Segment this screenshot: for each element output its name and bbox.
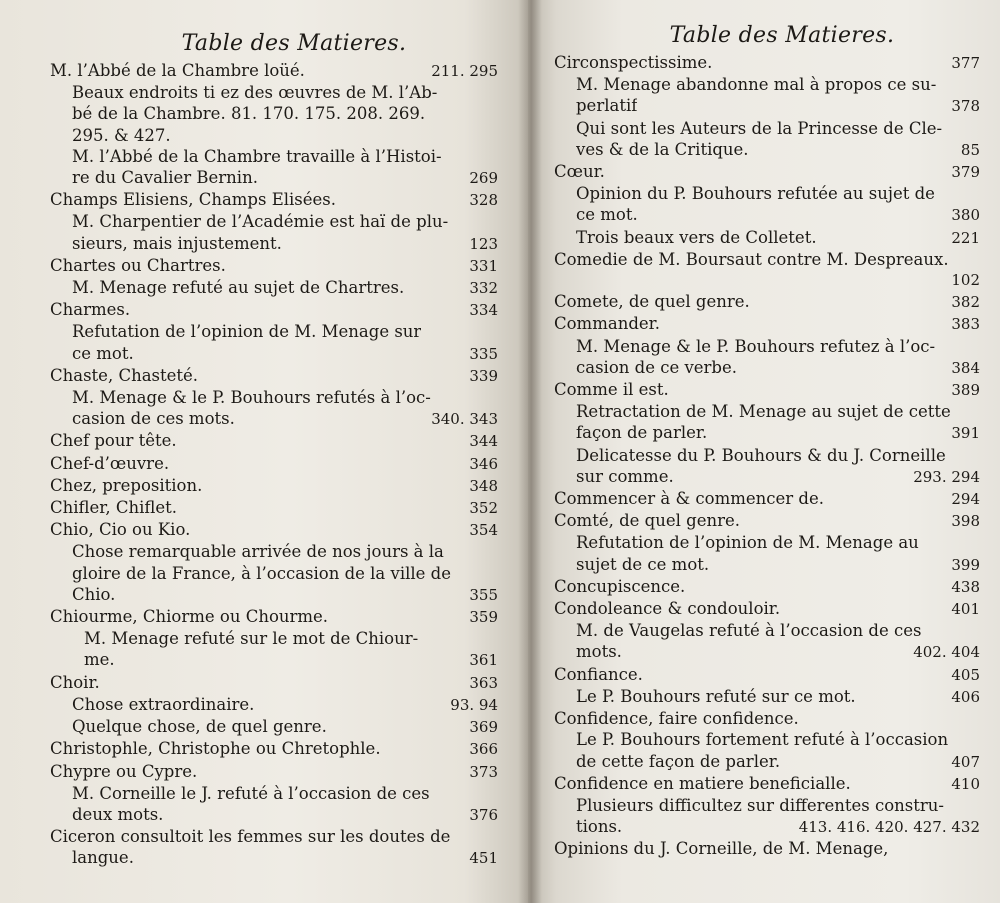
index-line	[554, 554, 980, 576]
index-line-text: Condoleance & condouloir.	[554, 599, 781, 619]
index-line	[554, 52, 980, 74]
index-line-text: Commander.	[554, 314, 660, 334]
index-line-text: M. l’Abbé de la Chambre travaille à l’Histoi-	[72, 146, 442, 166]
page-reference: 344	[469, 432, 498, 451]
index-line	[50, 167, 498, 189]
index-line	[554, 204, 980, 226]
index-line	[50, 606, 498, 628]
page-reference: 340. 343	[431, 410, 498, 429]
index-line	[50, 563, 498, 584]
index-line-text: Chez, preposition.	[50, 475, 203, 495]
page-reference: 221	[951, 228, 980, 247]
index-line	[50, 738, 498, 760]
page-reference: 366	[469, 740, 498, 759]
index-line-text: M. Menage & le P. Bouhours refutez à l’oc-	[576, 336, 936, 356]
index-line-text: perlatif	[576, 96, 638, 116]
index-line	[50, 628, 498, 649]
index-line	[554, 641, 980, 663]
index-line	[50, 672, 498, 694]
index-line-text: sujet de ce mot.	[576, 554, 710, 574]
index-line-text: Delicatesse du P. Bouhours & du J. Corneille	[576, 445, 946, 465]
index-line	[50, 255, 498, 277]
index-line	[554, 488, 980, 510]
index-line	[554, 510, 980, 532]
index-line	[50, 430, 498, 452]
index-line	[554, 379, 980, 401]
index-line-text: Comedie de M. Boursaut contre M. Despreaux.	[554, 249, 949, 269]
index-line-text: Charmes.	[50, 300, 131, 320]
index-line	[554, 291, 980, 313]
page-reference: 346	[469, 454, 498, 473]
page-reference: 391	[951, 424, 980, 443]
index-line-text: Chose extraordinaire.	[72, 694, 255, 714]
page-reference: 438	[951, 577, 980, 596]
index-line	[554, 74, 980, 95]
index-line-text: re du Cavalier Bernin.	[72, 168, 258, 188]
index-line	[554, 270, 980, 291]
index-line	[50, 146, 498, 167]
index-line	[50, 233, 498, 255]
index-line	[554, 598, 980, 620]
index-line	[554, 576, 980, 598]
index-line	[554, 139, 980, 161]
index-line	[50, 321, 498, 342]
page-reference: 361	[469, 651, 498, 670]
page-reference: 335	[469, 344, 498, 363]
page-reference: 85	[960, 140, 980, 159]
page-reference: 377	[951, 54, 980, 72]
page-reference: 376	[469, 805, 498, 824]
index-line	[50, 716, 498, 738]
page-reference: 294	[951, 490, 980, 509]
page-reference: 402. 404	[913, 643, 980, 662]
index-line	[554, 532, 980, 553]
index-line-text: casion de ces mots.	[72, 409, 235, 429]
index-line	[50, 408, 498, 430]
index-line-text: Choir.	[50, 672, 100, 692]
page-reference: 399	[951, 555, 980, 574]
index-line	[554, 357, 980, 379]
page-reference: 293. 294	[913, 467, 980, 486]
index-line-text: Le P. Bouhours refuté sur ce mot.	[576, 686, 856, 706]
index-line	[50, 826, 498, 847]
index-line-text: M. l’Abbé de la Chambre loüé.	[50, 61, 305, 80]
page-reference: 359	[469, 608, 498, 627]
index-line-text: Chose remarquable arrivée de nos jours à la	[72, 542, 444, 562]
index-line	[554, 336, 980, 357]
page-reference: 451	[469, 849, 498, 868]
page-reference: 369	[469, 718, 498, 737]
index-line-text: gloire de la France, à l’occasion de la ville de	[72, 563, 452, 583]
page-reference: 401	[951, 600, 980, 619]
index-line	[554, 466, 980, 488]
index-line-text: Quelque chose, de quel genre.	[72, 717, 327, 737]
index-line	[50, 299, 498, 321]
index-line	[50, 847, 498, 869]
index-line-text: Champs Elisiens, Champs Elisées.	[50, 190, 337, 210]
index-line-text: ce mot.	[72, 343, 134, 363]
index-line	[554, 729, 980, 750]
index-line	[50, 649, 498, 671]
page-reference: 373	[469, 762, 498, 781]
index-line	[50, 211, 498, 232]
index-line-text: Comete, de quel genre.	[554, 292, 750, 312]
index-line	[554, 313, 980, 335]
index-line-text: Comté, de quel genre.	[554, 511, 740, 531]
index-line	[554, 249, 980, 270]
index-entries	[554, 52, 980, 860]
index-line-text: sur comme.	[576, 466, 674, 486]
index-line-text: Cœur.	[554, 162, 605, 182]
index-line-text: Retractation de M. Menage au sujet de cette	[576, 402, 951, 422]
index-line-text: Confiance.	[554, 664, 643, 684]
index-line-text: Chef pour tête.	[50, 431, 177, 451]
index-line-text: Confidence en matiere beneficialle.	[554, 773, 851, 793]
index-line-text: M. Menage refuté sur le mot de Chiour-	[84, 629, 419, 649]
page-reference: 211. 295	[431, 62, 498, 80]
index-line-text: Chypre ou Cypre.	[50, 761, 198, 781]
index-line	[554, 620, 980, 641]
index-line	[50, 475, 498, 497]
page-reference: 354	[469, 521, 498, 540]
index-line-text: bé de la Chambre. 81. 170. 175. 208. 269.	[72, 104, 426, 124]
index-line	[554, 161, 980, 183]
index-line	[50, 103, 498, 124]
index-line-text: Chifler, Chiflet.	[50, 498, 178, 518]
index-line	[50, 60, 498, 82]
page-reference: 102	[951, 271, 980, 290]
index-line-text: M. Menage abandonne mal à propos ce su-	[576, 75, 937, 95]
index-line-text: Qui sont les Auteurs de la Princesse de Cle-	[576, 118, 943, 138]
index-entries	[50, 60, 498, 870]
page-header: Table des Matieres.	[669, 23, 895, 48]
index-line-text: Chio, Cio ou Kio.	[50, 520, 191, 540]
index-line-text: Concupiscence.	[554, 576, 686, 596]
index-line	[554, 445, 980, 466]
index-line	[554, 795, 980, 816]
index-line-text: Confidence, faire confidence.	[554, 709, 799, 729]
index-line-text: Commencer à & commencer de.	[554, 489, 824, 509]
index-line-text: M. de Vaugelas refuté à l’occasion de ces	[576, 621, 922, 641]
index-line	[50, 541, 498, 562]
index-line	[554, 838, 980, 859]
index-line	[50, 694, 498, 716]
page-reference: 328	[469, 191, 498, 210]
page-reference: 348	[469, 476, 498, 495]
index-line-text: Chio.	[72, 584, 116, 604]
page-reference: 352	[469, 499, 498, 518]
index-line-text: façon de parler.	[576, 423, 708, 443]
index-line-text: casion de ce verbe.	[576, 357, 737, 377]
index-line-text: sieurs, mais injustement.	[72, 233, 282, 253]
page-reference: 380	[951, 206, 980, 225]
index-line-text: Ciceron consultoit les femmes sur les doutes de	[50, 827, 451, 847]
index-line	[554, 686, 980, 708]
index-line-text: de cette façon de parler.	[576, 751, 781, 771]
index-line	[554, 773, 980, 795]
index-line-text: Refutation de l’opinion de M. Menage sur	[72, 322, 422, 342]
index-line-text: Opinions du J. Corneille, de M. Menage,	[554, 839, 889, 859]
index-line-text: Comme il est.	[554, 380, 669, 400]
index-line	[554, 664, 980, 686]
page-reference: 123	[469, 234, 498, 253]
page-header: Table des Matieres.	[181, 31, 407, 56]
index-line	[50, 783, 498, 804]
index-line-text: ce mot.	[576, 205, 638, 225]
page-reference: 378	[951, 97, 980, 116]
page-reference: 331	[469, 256, 498, 275]
index-line	[554, 118, 980, 139]
index-line	[554, 227, 980, 249]
page-reference: 407	[951, 752, 980, 771]
index-line	[554, 183, 980, 204]
page-reference: 410	[951, 774, 980, 793]
index-line-text: M. Menage & le P. Bouhours refutés à l’oc-	[72, 388, 431, 408]
index-line	[50, 82, 498, 103]
page-reference: 355	[469, 585, 498, 604]
index-line	[50, 365, 498, 387]
index-line-text: me.	[84, 650, 115, 670]
index-line	[554, 751, 980, 773]
index-line	[50, 804, 498, 826]
index-line-text: Trois beaux vers de Colletet.	[576, 227, 817, 247]
page-reference: 382	[951, 293, 980, 312]
index-line	[50, 387, 498, 408]
page-reference: 379	[951, 163, 980, 182]
page-reference: 405	[951, 665, 980, 684]
page-reference: 363	[469, 673, 498, 692]
index-line-text: M. Charpentier de l’Académie est haï de plu-	[72, 212, 449, 232]
index-line-text: Plusieurs difficultez sur differentes constru-	[576, 795, 944, 815]
page-reference: 93. 94	[450, 695, 498, 714]
index-line-text: Chartes ou Chartres.	[50, 255, 226, 275]
index-line-text: M. Menage refuté au sujet de Chartres.	[72, 278, 405, 298]
index-line-text: deux mots.	[72, 804, 164, 824]
index-line-text: Beaux endroits ti ez des œuvres de M. l’Ab-	[72, 83, 438, 103]
page-reference: 332	[469, 279, 498, 298]
index-line	[554, 708, 980, 729]
index-line	[50, 761, 498, 783]
index-line	[554, 95, 980, 117]
index-line	[50, 497, 498, 519]
index-line-text: M. Corneille le J. refuté à l’occasion de ces	[72, 783, 430, 803]
index-line	[50, 343, 498, 365]
page-reference: 384	[951, 358, 980, 377]
index-line	[554, 816, 980, 838]
index-line-text: tions.	[576, 817, 623, 837]
page-reference: 269	[469, 169, 498, 188]
page-reference: 406	[951, 687, 980, 706]
index-line	[554, 401, 980, 422]
index-line	[554, 422, 980, 444]
index-line-text: Christophle, Christophe ou Chretophle.	[50, 739, 381, 759]
index-line	[50, 453, 498, 475]
index-line-text: Le P. Bouhours fortement refuté à l’occasion	[576, 730, 949, 750]
index-line-text: Chaste, Chasteté.	[50, 365, 199, 385]
page-reference: 383	[951, 315, 980, 334]
page-reference: 398	[951, 512, 980, 531]
index-line-text: 295. & 427.	[72, 125, 171, 145]
index-line-text: Chef-d’œuvre.	[50, 453, 170, 473]
page-reference: 389	[951, 381, 980, 400]
index-line-text: ves & de la Critique.	[576, 139, 749, 159]
page-reference: 334	[469, 301, 498, 320]
page-reference: 413. 416. 420. 427. 432	[798, 818, 980, 837]
index-line-text: mots.	[576, 642, 622, 662]
page-reference: 339	[469, 366, 498, 385]
index-line-text: Refutation de l’opinion de M. Menage au	[576, 533, 919, 553]
index-line	[50, 584, 498, 606]
index-line-text: Circonspectissime.	[554, 53, 713, 72]
index-line	[50, 125, 498, 146]
index-line	[50, 189, 498, 211]
index-line-text: Opinion du P. Bouhours refutée au sujet de	[576, 184, 935, 204]
right-page	[528, 0, 1000, 903]
index-line	[50, 277, 498, 299]
index-line	[50, 519, 498, 541]
index-line-text: langue.	[72, 848, 134, 868]
index-line-text: Chiourme, Chiorme ou Chourme.	[50, 607, 329, 627]
